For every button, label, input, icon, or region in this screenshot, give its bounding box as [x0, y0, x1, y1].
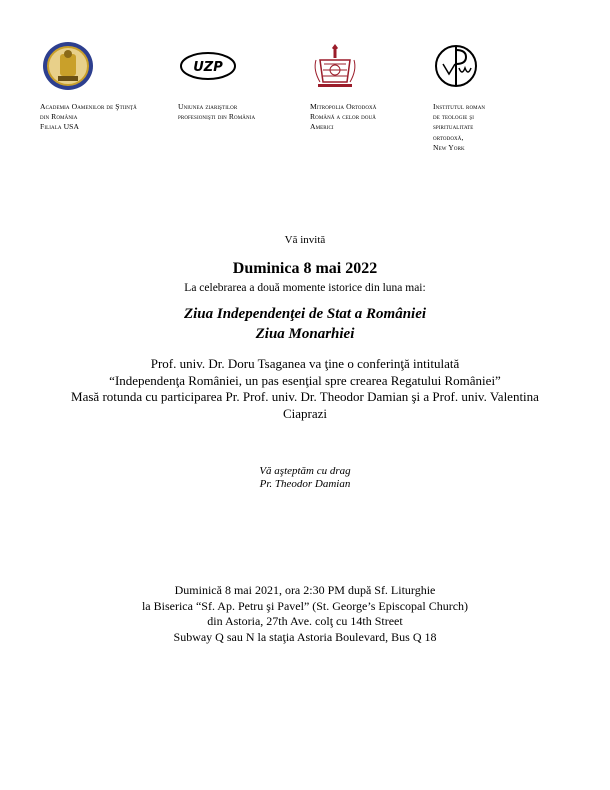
org-mitropolia [310, 40, 376, 133]
institutul-logo [433, 40, 485, 92]
uzp-logo-text: UZP [193, 60, 223, 75]
signer-name: Pr. Theodor Damian [259, 478, 351, 490]
mitropolia-logo [310, 40, 376, 92]
org-academia [40, 40, 137, 133]
org-line: de teologie şi [433, 112, 475, 122]
greeting-line: Vă aşteptăm cu drag [259, 465, 351, 477]
org-line: Română a celor două [310, 112, 376, 122]
details-line: Subway Q sau N la staţia Astoria Boulevard, Bus Q 18 [173, 629, 437, 644]
program-line: “Independenţa României, un pas esenţial spre crearea Regatului României” [109, 372, 501, 388]
program-line: Ciaprazi [282, 405, 328, 421]
org-uzp [178, 40, 255, 122]
org-line: profesionişti din România [178, 112, 256, 122]
details-line: la Biserica “Sf. Ap. Petru şi Pavel” (St. George’s Episcopal Church) [141, 598, 469, 613]
org-line: Academia Oamenilor de Ştiinţă [40, 102, 137, 111]
event-subtitle: La celebrarea a două momente istorice din luna mai: [184, 282, 426, 294]
invite-text: Vă invită [284, 234, 326, 246]
event-title-monarchy: Ziua Monarhiei [255, 326, 355, 342]
org-line: Mitropolia Ortodoxă [310, 102, 377, 111]
org-line: ortodoxă, [433, 132, 464, 142]
event-date-heading: Duminica 8 mai 2022 [232, 260, 378, 277]
event-details [0, 583, 610, 645]
org-line: Americi [310, 122, 334, 132]
program-line: Prof. univ. Dr. Doru Tsaganea va ţine o conferinţă intitulată [150, 356, 460, 371]
org-institutul [433, 40, 485, 153]
academia-logo [40, 40, 137, 92]
event-title-independence: Ziua Independenţei de Stat a României [183, 306, 427, 322]
org-line: spiritualitate [433, 122, 474, 132]
org-line: New York [433, 142, 465, 152]
uzp-logo [178, 40, 255, 92]
details-line: Duminică 8 mai 2021, ora 2:30 PM după Sf. Liturghie [174, 583, 436, 597]
program-line: Masă rotunda cu participarea Pr. Prof. univ. Dr. Theodor Damian şi a Prof. univ. Valentina [71, 389, 539, 404]
signature-block [0, 465, 610, 491]
org-line: Institutul roman [433, 102, 486, 111]
details-line: din Astoria, 27th Ave. colţ cu 14th Street [207, 614, 403, 628]
program-description [0, 356, 610, 422]
org-line: Uniunea ziariştilor [178, 102, 238, 111]
org-line: din România [40, 112, 78, 122]
org-line: Filiala USA [40, 122, 80, 132]
